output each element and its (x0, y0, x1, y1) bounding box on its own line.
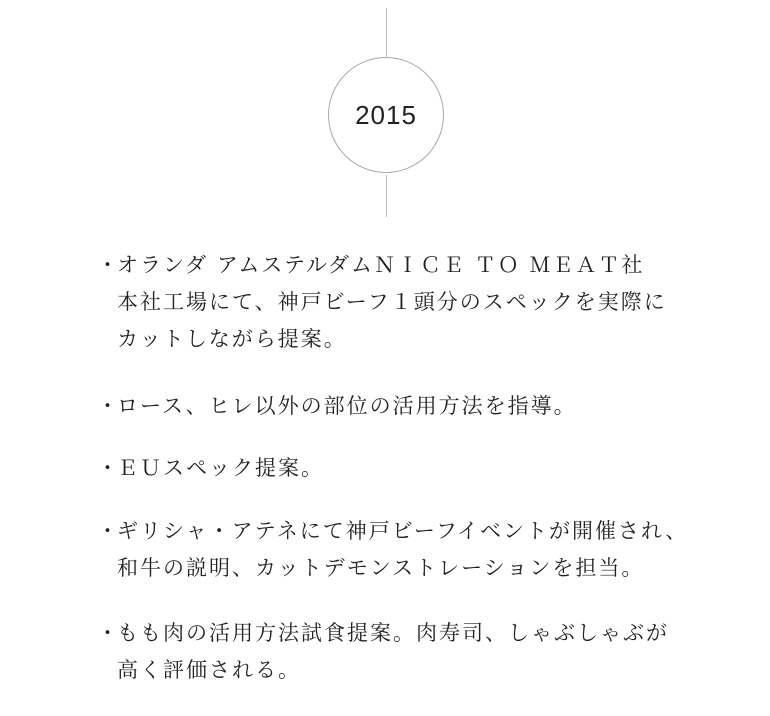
list-item (97, 513, 737, 587)
bullet-icon: ・ (97, 621, 120, 645)
bullet-icon: ・ (97, 519, 120, 543)
item-text-line: もも肉の活用方法試食提案。肉寿司、しゃぶしゃぶが (117, 621, 669, 645)
item-text-line: 和牛の説明、カットデモンストレーションを担当。 (117, 556, 645, 580)
year-label: 2015 (355, 99, 417, 130)
year-circle (328, 57, 444, 173)
item-text-line: 本社工場にて、神戸ビーフ１頭分のスペックを実際に (117, 290, 667, 314)
item-text-line: カットしながら提案。 (117, 327, 347, 351)
item-text-line: ギリシャ・アテネにて神戸ビーフイベントが開催され、 (117, 519, 689, 543)
item-text-line: ＥＵスペック提案。 (117, 456, 324, 480)
item-text-line: 高く評価される。 (117, 658, 301, 682)
list-item (97, 615, 737, 689)
list-item (97, 450, 737, 487)
bullet-icon: ・ (97, 456, 120, 480)
timeline-line-top (386, 8, 387, 58)
list-item (97, 388, 737, 425)
bullet-icon: ・ (97, 394, 120, 418)
bullet-icon: ・ (97, 253, 120, 277)
list-item (97, 247, 737, 358)
item-text-line: オランダ アムステルダムＮＩＣＥ ＴＯ ＭＥＡＴ社 (117, 253, 645, 277)
item-text-line: ロース、ヒレ以外の部位の活用方法を指導。 (117, 394, 577, 418)
timeline-line-bottom (386, 175, 387, 217)
